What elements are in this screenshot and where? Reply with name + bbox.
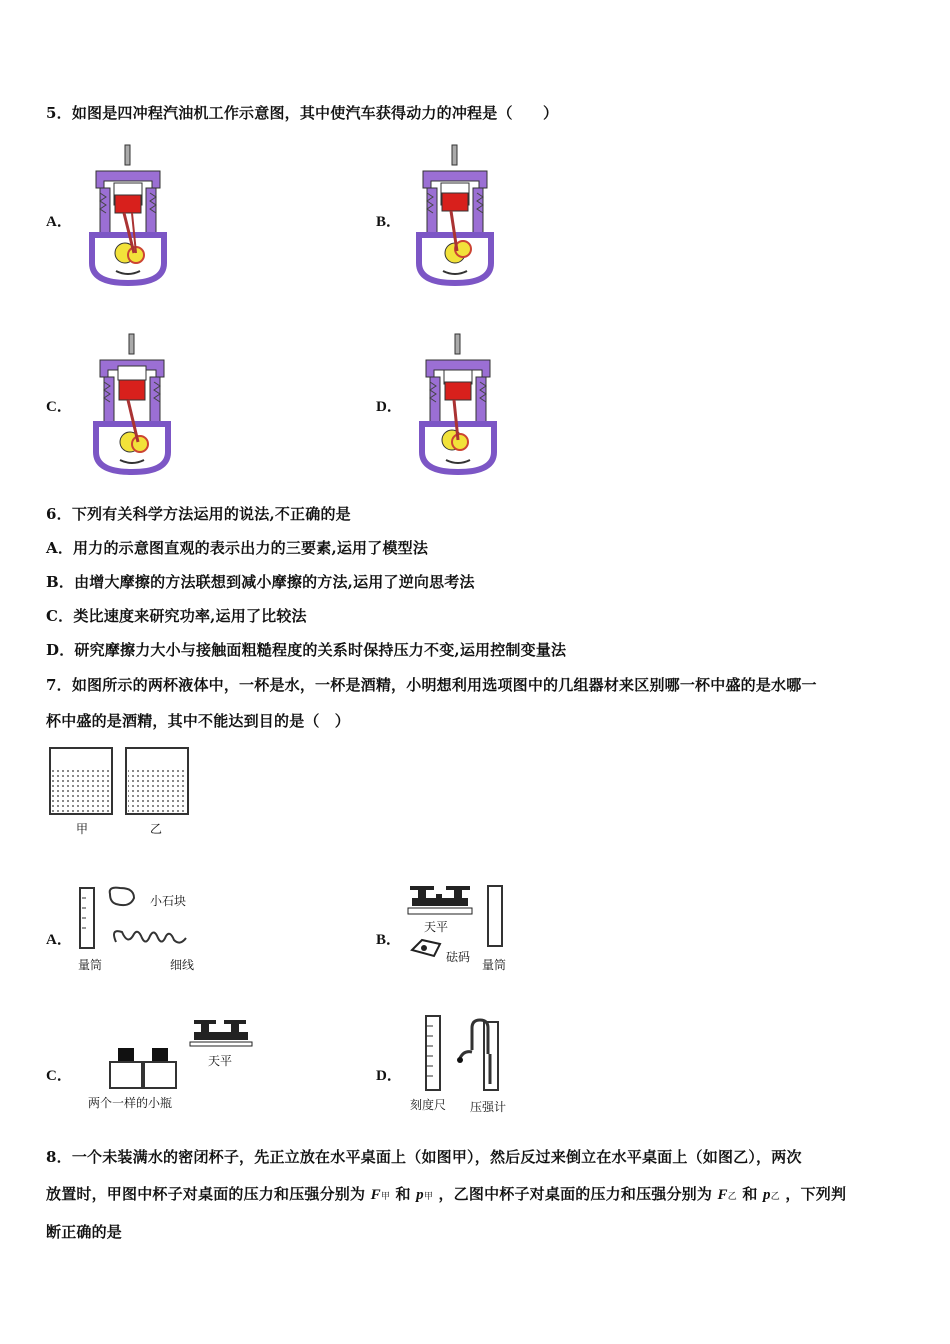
q8-text-part1: 放置时，甲图中杯子对桌面的压力和压强分别为 [46, 1185, 366, 1203]
option-7d-figure [420, 1014, 510, 1094]
engine-diagram-b [405, 143, 505, 288]
question-5-stem: 5．如图是四冲程汽油机工作示意图，其中使汽车获得动力的冲程是（ ） [46, 104, 559, 122]
q8-text-part3: ，下列判 [785, 1185, 847, 1203]
question-8-line3: 断正确的是 [46, 1223, 123, 1241]
stone-icon [110, 888, 134, 906]
label-bottles: 两个一样的小瓶 [88, 1096, 173, 1110]
balance-icon [408, 886, 472, 914]
question-6-option-a: A．用力的示意图直观的表示出力的三要素,运用了模型法 [46, 539, 429, 557]
label-cylinder-b: 量筒 [482, 958, 507, 972]
option-7c-figure [106, 1016, 256, 1090]
liquid-jia [52, 768, 110, 812]
option-5b-label: B． [376, 214, 402, 230]
balance-icon-c [190, 1020, 252, 1046]
thread-icon [114, 931, 186, 942]
option-5a-label: A． [46, 214, 72, 230]
question-6-option-b: B．由增大摩擦的方法联想到减小摩擦的方法,运用了逆向思考法 [46, 573, 475, 591]
symbol-F-yi: F [717, 1187, 728, 1203]
option-7a-figure [76, 884, 216, 954]
option-7c-label: C． [46, 1068, 72, 1084]
q8-and-1: 和 [395, 1185, 411, 1203]
question-6-option-d: D．研究摩擦力大小与接触面粗糙程度的关系时保持压力不变,运用控制变量法 [46, 641, 567, 659]
option-7d-label: D． [376, 1068, 402, 1084]
label-cylinder-a: 量筒 [78, 958, 103, 972]
label-balance-b: 天平 [424, 920, 449, 934]
label-weights: 砝码 [446, 950, 471, 964]
beakers-figure [46, 744, 196, 816]
question-6-stem: 6．下列有关科学方法运用的说法,不正确的是 [46, 505, 351, 523]
question-6-option-c: C．类比速度来研究功率,运用了比较法 [46, 607, 307, 625]
ruler-icon [426, 1016, 440, 1090]
label-stone: 小石块 [150, 894, 187, 908]
weights-box-icon [412, 940, 440, 956]
subscript-jia-2: 甲 [423, 1192, 434, 1202]
q8-and-2: 和 [742, 1185, 758, 1203]
pressure-gauge-icon [457, 1020, 498, 1090]
bottle-icon-2 [144, 1048, 176, 1088]
subscript-yi-2: 乙 [770, 1192, 780, 1202]
question-8-line1: 8．一个未装满水的密闭杯子，先正立放在水平桌面上（如图甲），然后反过来倒立在水平桌面上（如图乙），两次 [46, 1148, 802, 1166]
question-7-stem-line2: 杯中盛的是酒精，其中不能达到目的是（ ） [46, 712, 351, 730]
bottle-icon-1 [110, 1048, 142, 1088]
label-gauge: 压强计 [470, 1100, 507, 1114]
beaker-label-yi: 乙 [150, 822, 163, 836]
subscript-jia-1: 甲 [380, 1192, 391, 1202]
label-thread: 细线 [170, 958, 195, 972]
symbol-p-jia: p [416, 1187, 424, 1203]
subscript-yi-1: 乙 [727, 1192, 737, 1202]
engine-diagram-d [408, 332, 508, 477]
option-7a-label: A． [46, 932, 72, 948]
measuring-cylinder-icon-b [488, 886, 502, 946]
q8-text-part2: ，乙图中杯子对桌面的压力和压强分别为 [438, 1185, 713, 1203]
option-7b-label: B． [376, 932, 402, 948]
engine-intake-stroke [92, 145, 164, 283]
question-7-stem-line1: 7．如图所示的两杯液体中，一杯是水，一杯是酒精，小明想利用选项图中的几组器材来区别哪一杯中盛的是水哪一 [46, 676, 817, 694]
symbol-p-yi: p [763, 1187, 771, 1203]
label-ruler: 刻度尺 [410, 1098, 447, 1112]
engine-diagram-c [82, 332, 182, 477]
beaker-label-jia: 甲 [76, 822, 89, 836]
liquid-yi [128, 768, 186, 812]
option-5c-label: C． [46, 399, 72, 415]
option-5d-label: D． [376, 399, 402, 415]
symbol-F-jia: F [370, 1187, 381, 1203]
question-8-line2 [46, 1183, 846, 1204]
engine-diagram-a [78, 143, 178, 288]
label-balance-c: 天平 [208, 1054, 233, 1068]
